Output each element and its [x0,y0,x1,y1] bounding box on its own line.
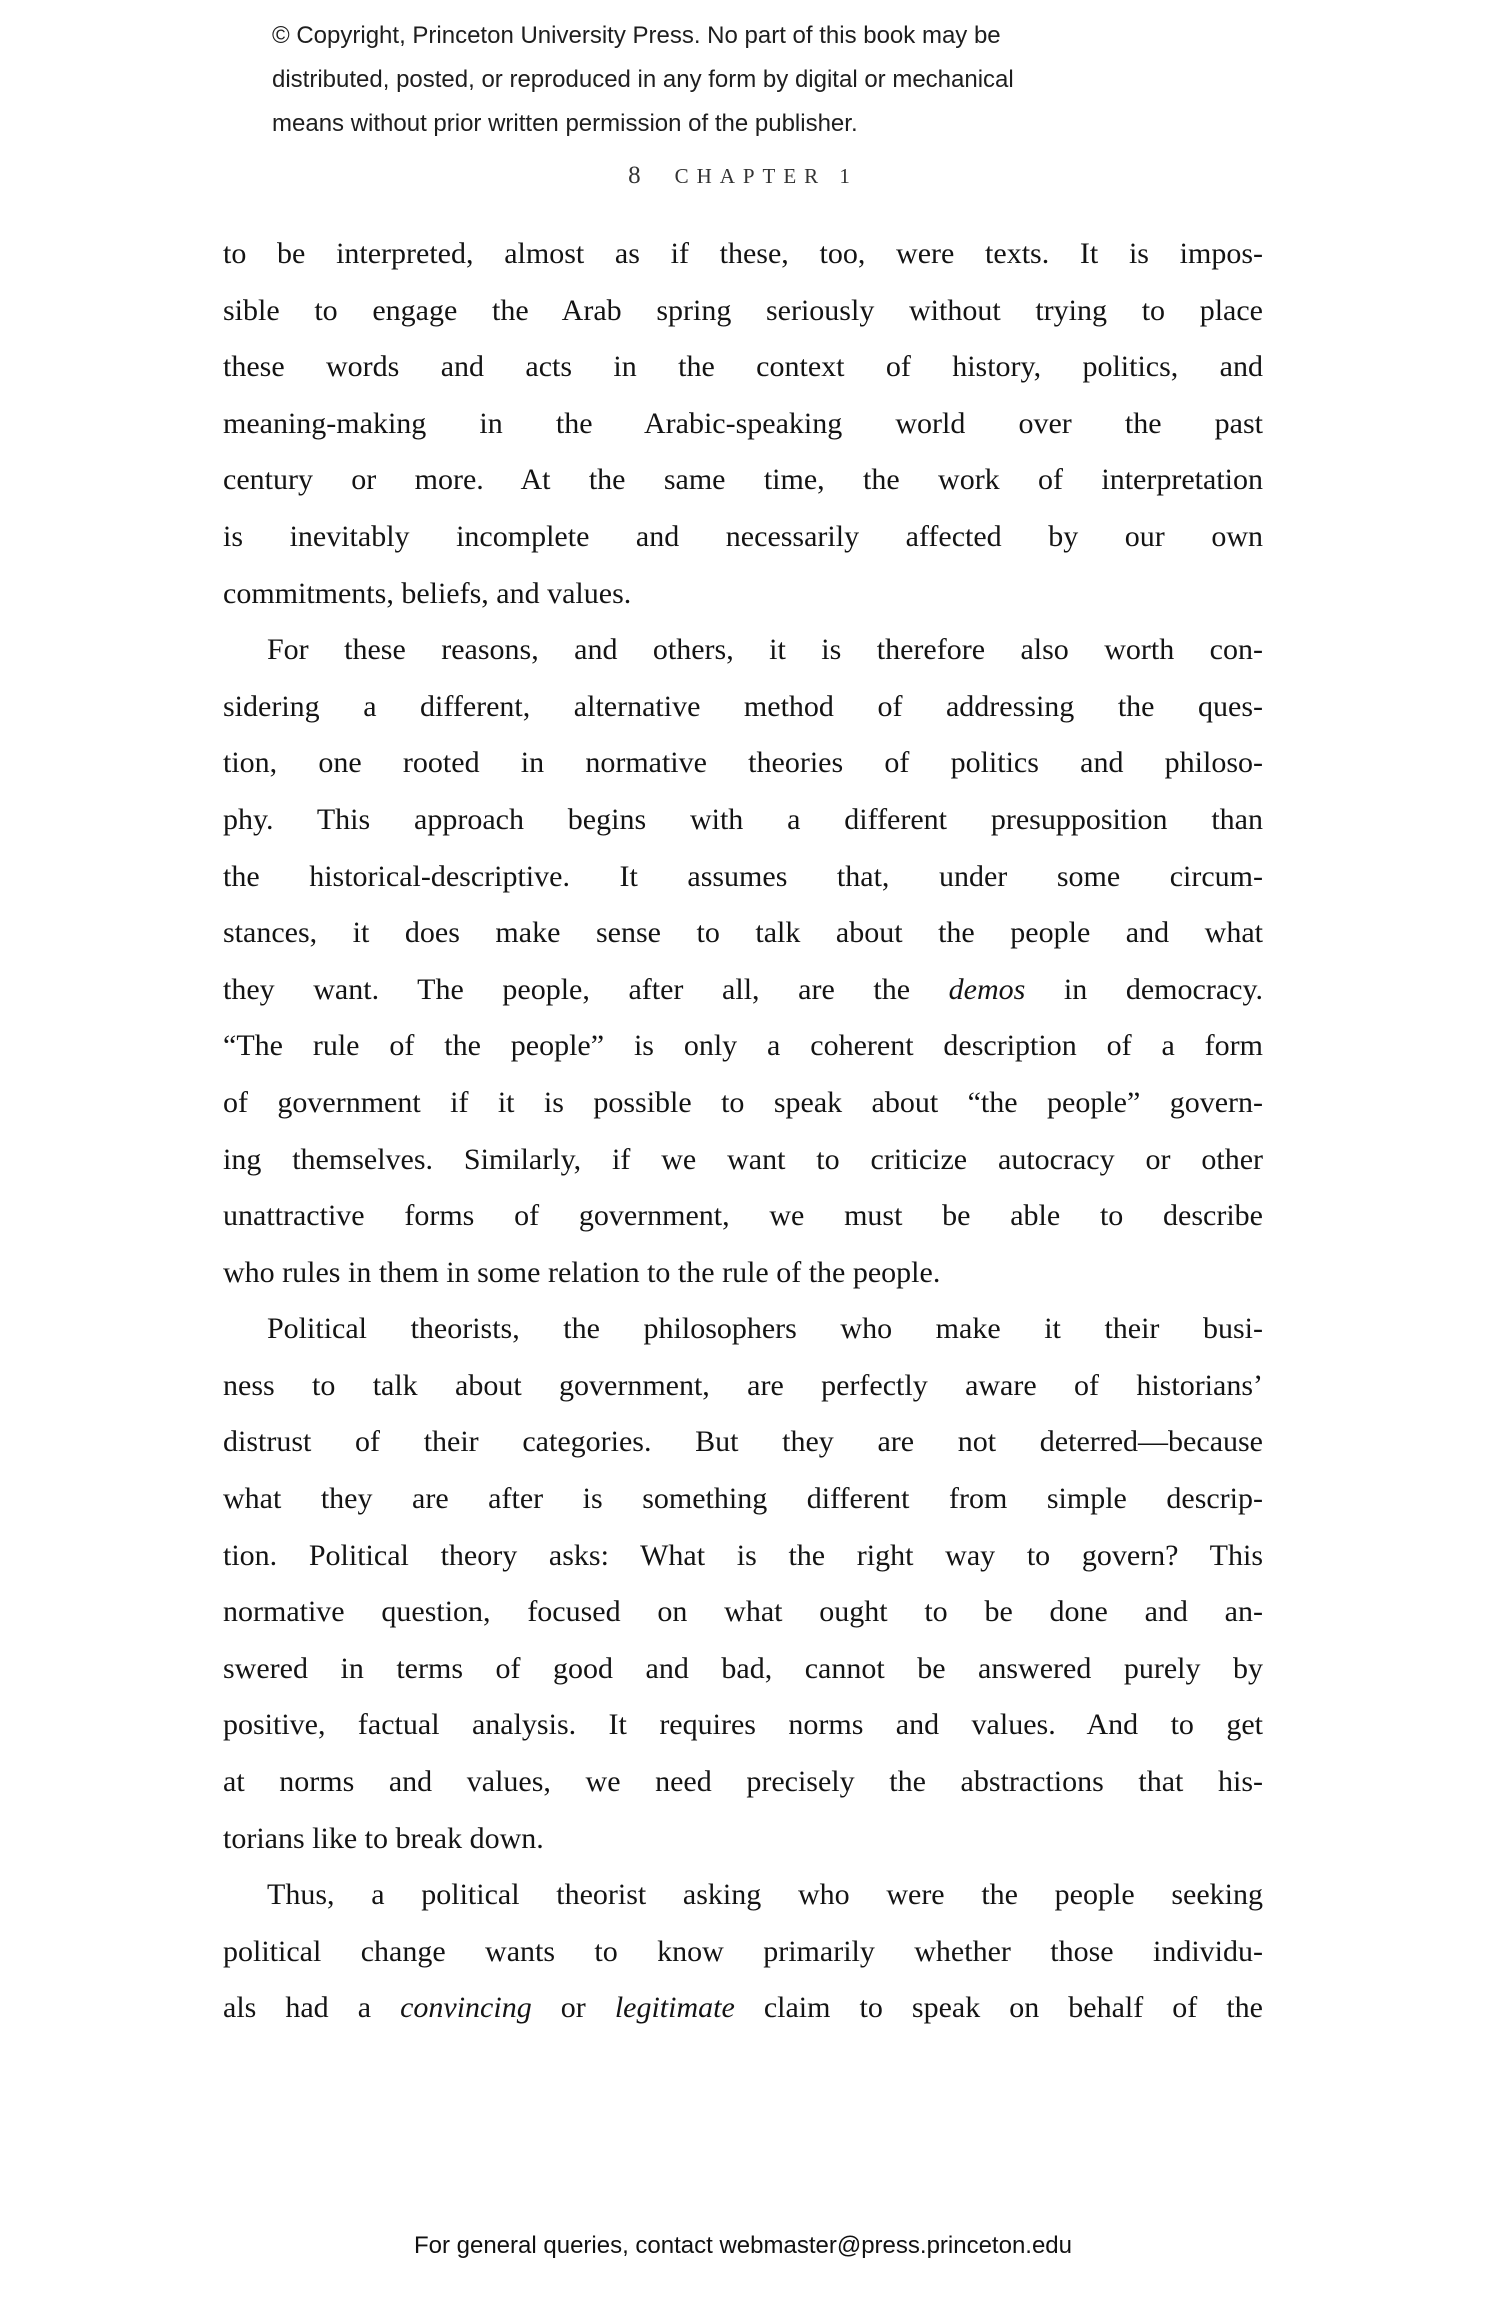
text-line: century or more. At the same time, the work of interpretation [223,463,1263,497]
text-line: sidering a different, alternative method of addressing the ques- [223,689,1263,723]
paragraph [223,1867,1263,2037]
text-line: tion, one rooted in normative theories of politics and philoso- [223,746,1263,780]
text-line: Thus, a political theorist asking who were the people seeking [267,1878,1263,1912]
chapter-label: CHAPTER 1 [674,164,858,188]
text-line: sible to engage the Arab spring seriously without trying to place [223,293,1263,327]
text-line: normative question, focused on what ought to be done and an- [223,1595,1263,1629]
page-footer [223,2232,1263,2260]
page-number: 8 [628,162,641,189]
contact-email[interactable]: webmaster@press.princeton.edu [719,2232,1073,2259]
page-header [223,162,1263,190]
paragraph [223,226,1263,622]
text-line: meaning-making in the Arabic-speaking world over the past [223,406,1263,440]
text-line: at norms and values, we need precisely the abstractions that his- [223,1765,1263,1799]
text-line: For these reasons, and others, it is therefore also worth con- [267,633,1263,667]
text-line: ing themselves. Similarly, if we want to criticize autocracy or other [223,1142,1263,1176]
text-line: commitments, beliefs, and values. [223,576,632,610]
copyright-line: © Copyright, Princeton University Press. No part of this book may be [272,22,1001,49]
text-line: to be interpreted, almost as if these, too, were texts. It is impos- [223,237,1263,270]
text-line: phy. This approach begins with a different presupposition than [223,802,1263,836]
text-line: ness to talk about government, are perfectly aware of historians’ [223,1368,1263,1402]
text-line: Political theorists, the philosophers who make it their busi- [267,1312,1263,1346]
paragraph [223,622,1263,1301]
text-line: they want. The people, after all, are the demos in democracy. [223,972,1263,1006]
text-line: swered in terms of good and bad, cannot be answered purely by [223,1651,1263,1685]
text-line: tion. Political theory asks: What is the right way to govern? This [223,1538,1263,1572]
text-line: distrust of their categories. But they are not deterred—because [223,1425,1263,1459]
text-line: als had a convincing or legitimate claim to speak on behalf of the [223,1991,1263,2025]
text-line: the historical-descriptive. It assumes that, under some circum- [223,859,1263,893]
text-line: political change wants to know primarily whether those individu- [223,1934,1263,1968]
text-line: torians like to break down. [223,1821,544,1855]
copyright-line: distributed, posted, or reproduced in any form by digital or mechanical [272,66,1014,93]
body-text [223,226,1263,2037]
copyright-notice [272,14,1014,146]
paragraph [223,1301,1263,1867]
text-line: “The rule of the people” is only a coherent description of a form [223,1029,1263,1063]
text-line: who rules in them in some relation to the rule of the people. [223,1255,941,1289]
text-line: what they are after is something different from simple descrip- [223,1482,1263,1516]
copyright-line: means without prior written permission of the publisher. [272,110,858,137]
text-line: of government if it is possible to speak about “the people” govern- [223,1085,1263,1119]
text-line: stances, it does make sense to talk about the people and what [223,916,1263,950]
text-line: unattractive forms of government, we must be able to describe [223,1199,1263,1233]
text-line: positive, factual analysis. It requires norms and values. And to get [223,1708,1263,1742]
text-line: is inevitably incomplete and necessarily affected by our own [223,519,1263,553]
footer-text: For general queries, contact [413,2232,720,2259]
text-line: these words and acts in the context of history, politics, and [223,350,1263,384]
